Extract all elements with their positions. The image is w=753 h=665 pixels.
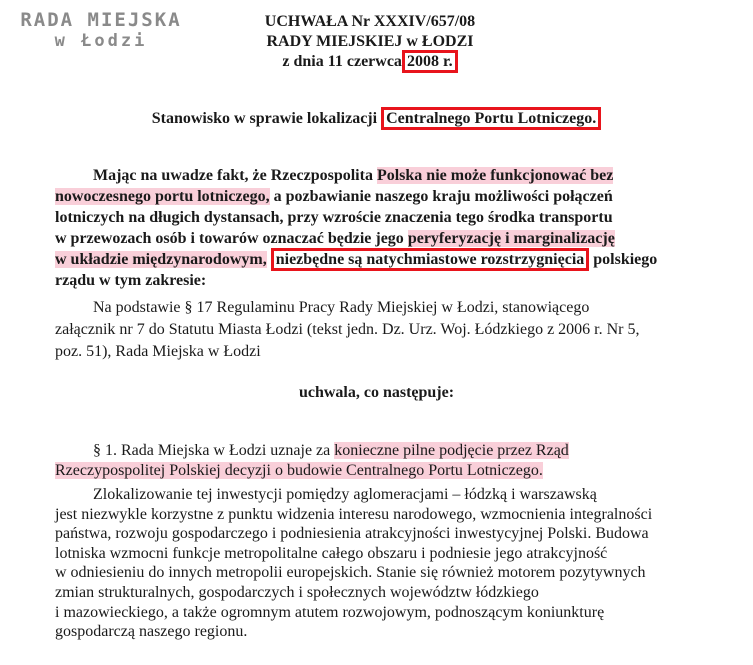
highlight-phrase: Rzeczypospolitej Polskiej decyzji o budowie Centralnego Portu Lotniczego. [55, 462, 543, 479]
preamble-text: w przewozach osób i towarów oznaczać będzie jego [55, 230, 404, 247]
section-1-text: § 1. Rada Miejska w Łodzi uznaje za [93, 442, 331, 459]
document-title [0, 109, 753, 129]
council-name: RADY MIEJSKIEJ w ŁODZI [266, 33, 474, 50]
title-prefix: Stanowisko w sprawie lokalizacji [151, 110, 378, 127]
body-line-5: w odniesieniu do innych metropolii europejskich. Stanie się również motorem pozytywnych [55, 564, 646, 582]
preamble-line-1 [55, 165, 695, 186]
legal-basis-line-3: poz. 51), Rada Miejska w Łodzi [55, 343, 261, 360]
preamble-line-2 [55, 186, 695, 207]
body-line-6: zmian strukturalnych, gospodarczych i społecznych województw łódzkiego [55, 583, 539, 601]
preamble-line-6: rządu w tym zakresie: [55, 272, 207, 289]
highlight-phrase: nowoczesnego portu lotniczego, [55, 188, 270, 205]
body-line-4: lotniska wzmocni funkcje metropolitalne całego obszaru i podniesie jego atrakcyjność [55, 544, 608, 562]
document-header [200, 12, 540, 72]
preamble-text: polskiego [593, 251, 658, 268]
resolution-number: UCHWAŁA Nr XXXIV/657/08 [264, 13, 476, 30]
legal-basis-paragraph [55, 297, 695, 363]
highlight-phrase: Polska nie może funkcjonować bez [376, 167, 614, 184]
section-1-paragraph [55, 441, 695, 481]
stamp-line-2: w Łodzi [54, 31, 148, 51]
preamble-line-4 [55, 228, 695, 249]
body-line-3: państwa, rozwoju gospodarczego i podniesienia atrakcyjności inwestycyjnej Polski. Budowa [55, 525, 649, 543]
preamble-line-3: lotniczych na długich dystansach, przy wzroście znaczenia tego środka transportu [55, 209, 613, 226]
boxed-phrase: niezbędne są natychmiastowe rozstrzygnięcia [271, 248, 590, 271]
preamble-text: Mając na uwadze fakt, że Rzeczpospolita [93, 167, 373, 184]
section-1-line-2 [55, 461, 695, 481]
council-stamp [6, 9, 196, 51]
date-year-boxed: 2008 r. [402, 50, 458, 73]
body-line-2: jest niezwykle korzystne z punktu widzenia interesu narodowego, wzmocnienia integralności [55, 505, 653, 523]
preamble-text: a pozbawianie naszego kraju możliwości połączeń [273, 188, 613, 205]
body-paragraph [55, 485, 695, 642]
section-1-line-1 [55, 441, 695, 461]
highlight-phrase: peryferyzację i marginalizację [407, 230, 615, 247]
body-line-8: gospodarczą naszego regionu. [55, 623, 248, 641]
date-prefix: z dnia 11 czerwca [282, 53, 402, 70]
body-line-7: i mazowieckiego, a także ogromnym atutem rozwojowym, podnoszącym koniunkturę [55, 603, 605, 621]
highlight-phrase: konieczne pilne podjęcie przez Rząd [334, 442, 569, 459]
resolution-date [200, 52, 540, 72]
resolves-heading: uchwala, co następuje: [298, 384, 455, 401]
preamble-line-5 [55, 249, 695, 270]
preamble-paragraph [55, 165, 695, 291]
stamp-line-1: RADA MIEJSKA [20, 9, 182, 31]
legal-basis-line-1: Na podstawie § 17 Regulaminu Pracy Rady Miejskiej w Łodzi, stanowiącego [93, 299, 590, 316]
highlight-phrase: w układzie międzynarodowym, [55, 251, 267, 268]
legal-basis-line-2: załącznik nr 7 do Statutu Miasta Łodzi (tekst jedn. Dz. Urz. Woj. Łódzkiego z 2006 r. Nr 5, [55, 321, 640, 338]
body-line-1: Zlokalizowanie tej inwestycji pomiędzy aglomeracjami – łódzką i warszawską [93, 486, 597, 503]
title-boxed-phrase: Centralnego Portu Lotniczego. [381, 107, 601, 130]
